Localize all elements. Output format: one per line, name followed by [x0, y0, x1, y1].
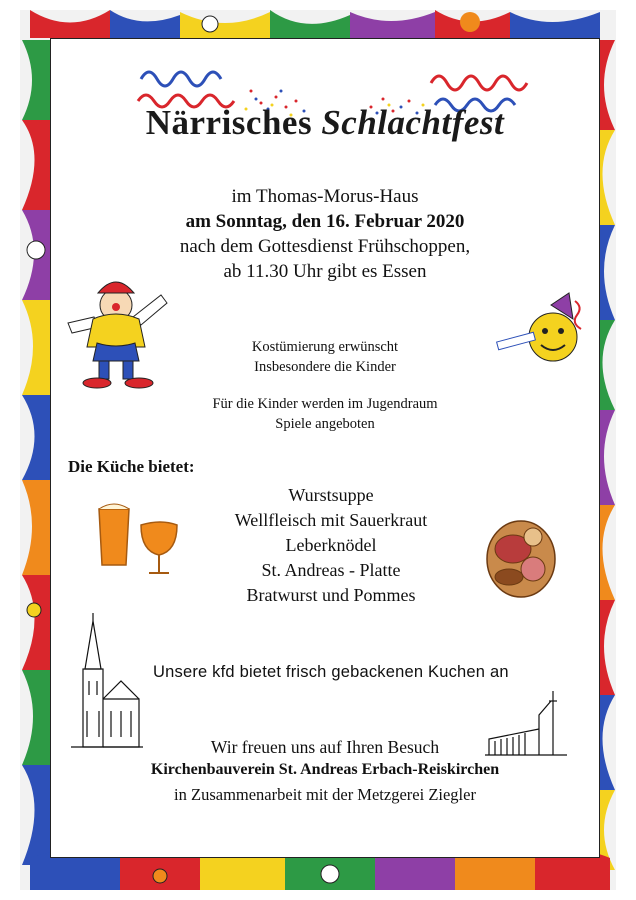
menu-item: Wellfleisch mit Sauerkraut	[234, 510, 428, 530]
costume-line-2: Insbesondere die Kinder	[254, 359, 396, 375]
menu-item: Wurstsuppe	[288, 485, 374, 505]
page-title	[51, 103, 599, 143]
beer-glasses-icon	[95, 501, 185, 581]
organizer-text: Kirchenbauverein St. Andreas Erbach-Reiskirchen	[150, 761, 500, 778]
schedule-line-2: ab 11.30 Uhr gibt es Essen	[223, 261, 427, 282]
kitchen-heading: Die Küche bietet:	[68, 457, 195, 476]
schedule-line-1: nach dem Gottesdienst Frühschoppen,	[179, 236, 471, 257]
event-date: am Sonntag, den 16. Februar 2020	[185, 211, 465, 232]
kids-line-2: Spiele angeboten	[275, 416, 375, 432]
clown-icon	[53, 271, 178, 396]
kids-line-1: Für die Kinder werden im Jugendraum	[212, 396, 438, 412]
location-text: im Thomas-Morus-Haus	[231, 186, 419, 207]
church-icon	[71, 611, 143, 751]
title-word-2: Schlachtfest	[321, 103, 505, 142]
kuchen-text: Unsere kfd bietet frisch gebackenen Kuchen an	[153, 663, 509, 681]
menu-item: St. Andreas - Platte	[261, 560, 401, 580]
menu-item: Leberknödel	[285, 535, 377, 555]
cooperation-text: in Zusammenarbeit mit der Metzgerei Ziegler	[174, 785, 476, 804]
title-word-1: Närrisches	[145, 103, 313, 142]
sausage-platter-icon	[481, 509, 561, 601]
welcome-text: Wir freuen uns auf Ihren Besuch	[210, 737, 440, 757]
menu-item: Bratwurst und Pommes	[246, 585, 416, 605]
flyer-panel	[50, 38, 600, 858]
costume-line-1: Kostümierung erwünscht	[251, 339, 399, 355]
